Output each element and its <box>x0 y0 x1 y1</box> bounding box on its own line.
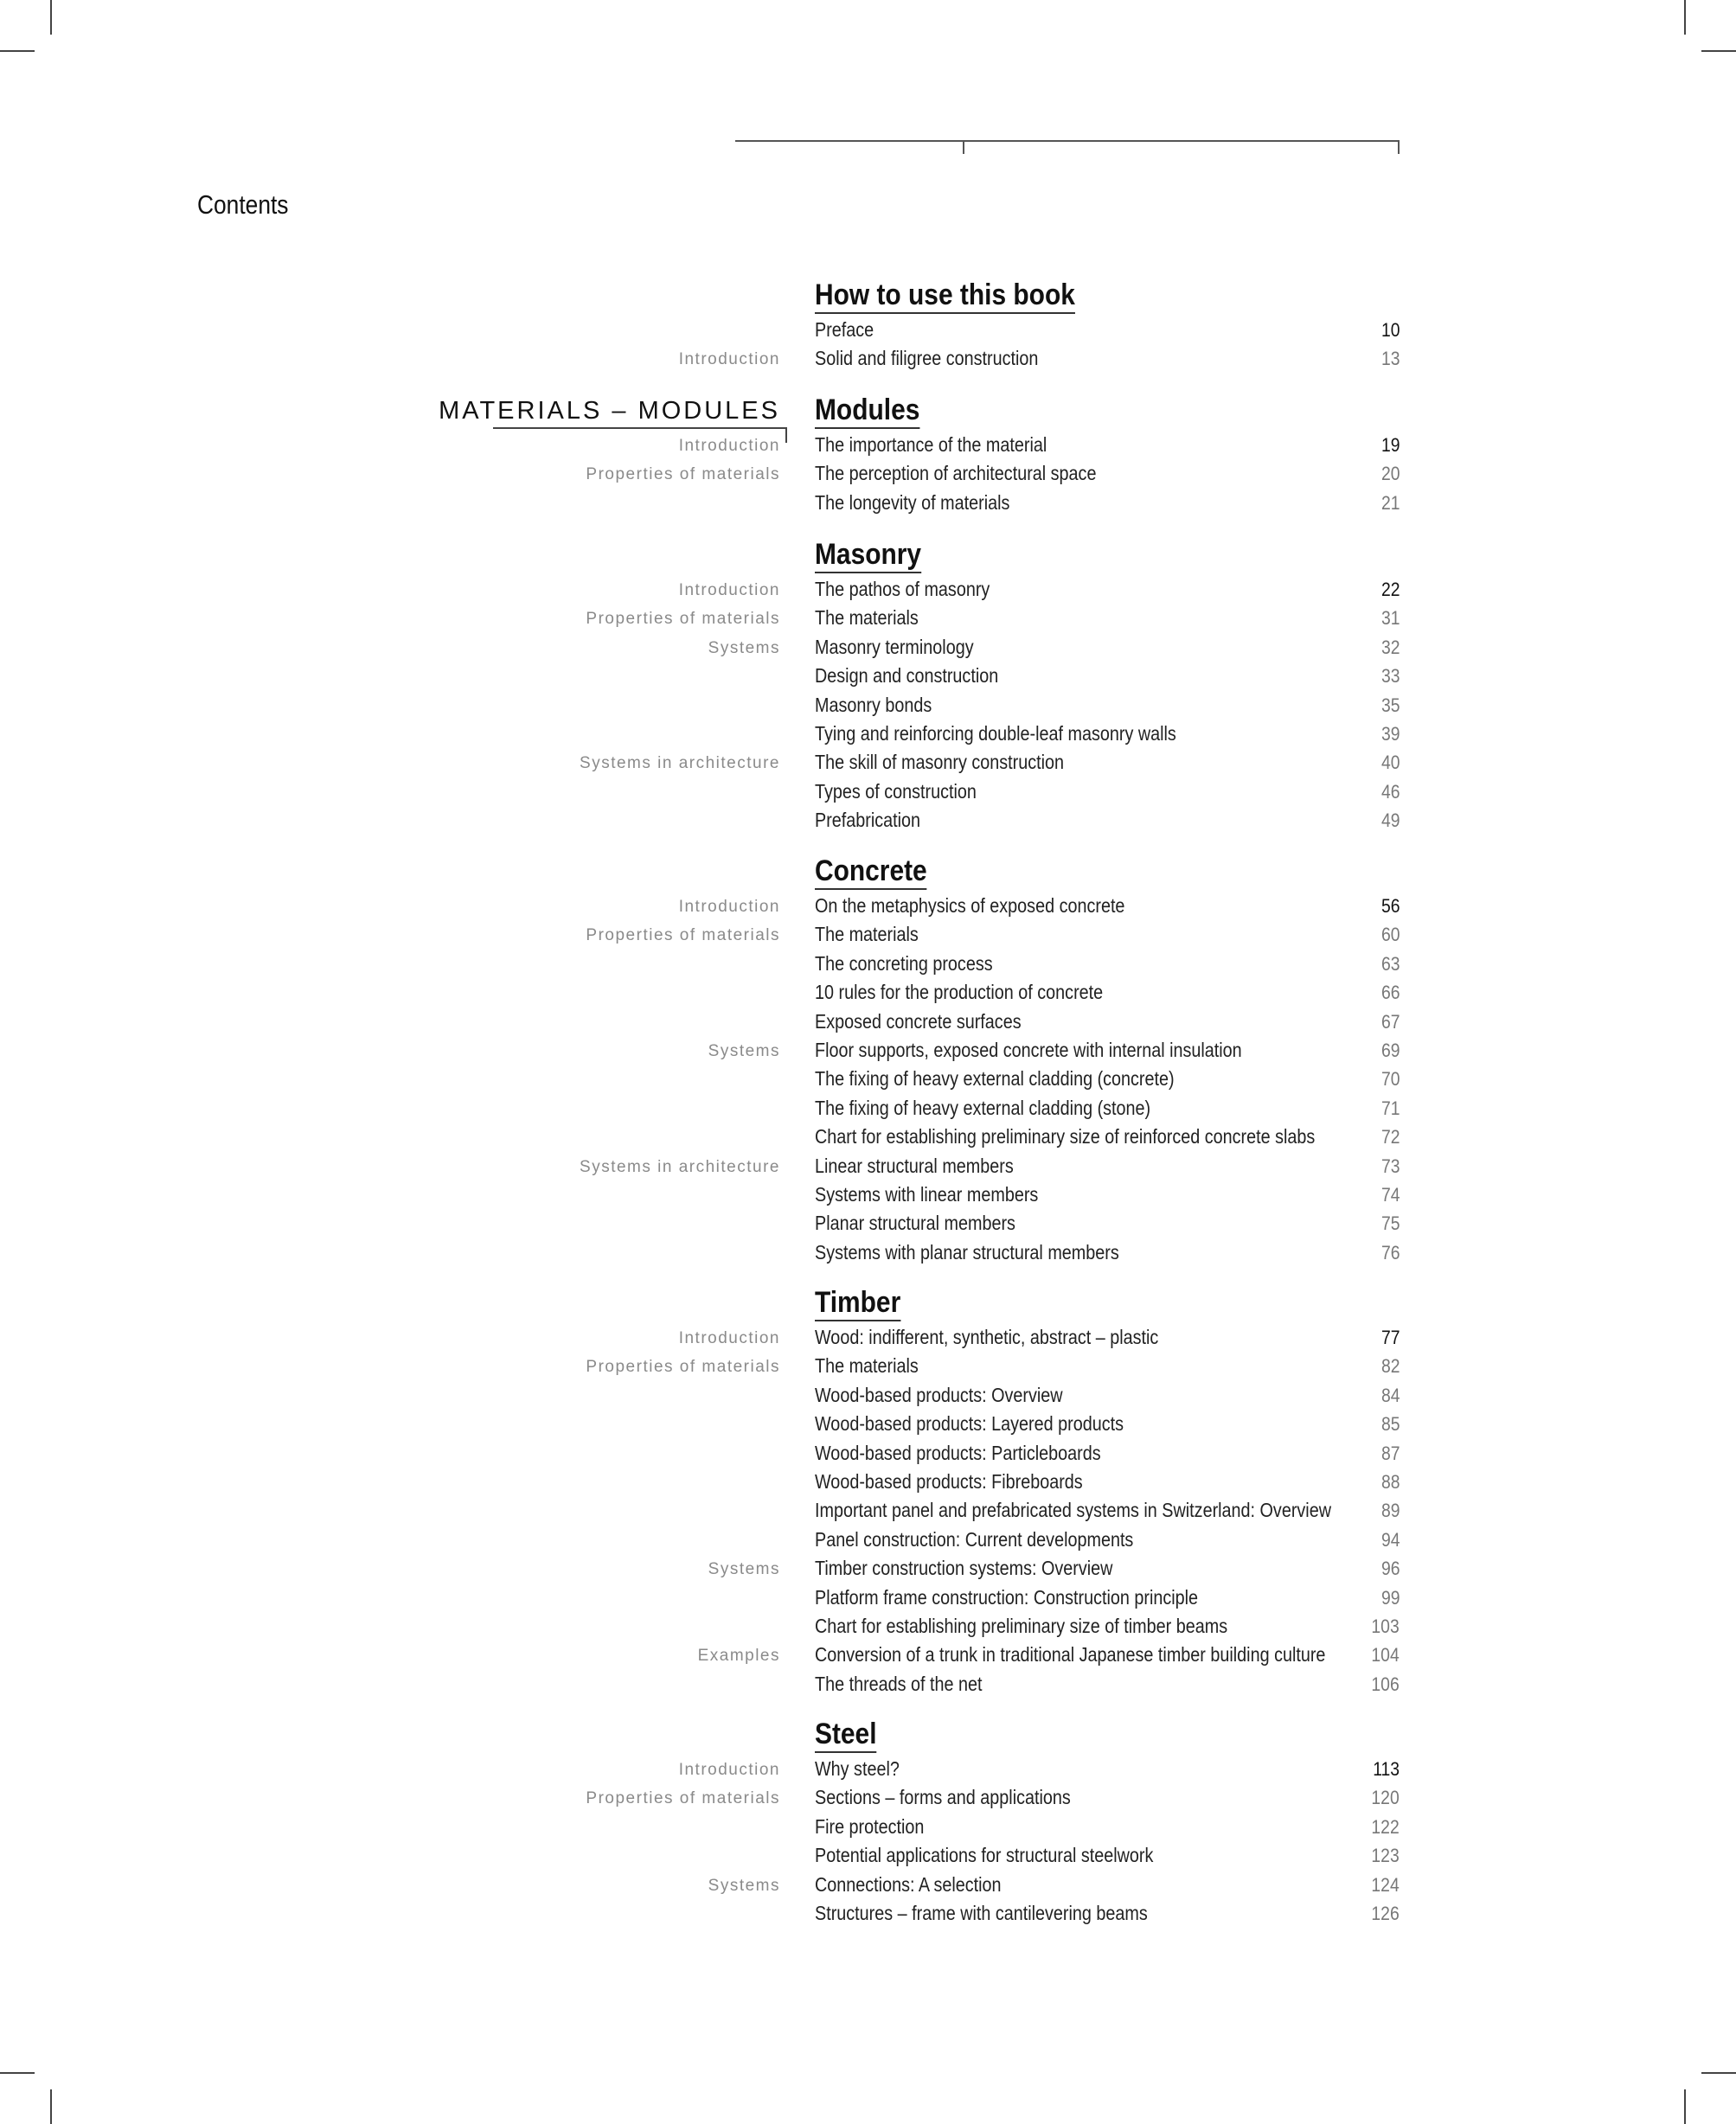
entry-category: Systems <box>708 1876 780 1895</box>
toc-entry[interactable] <box>0 575 1736 604</box>
entry-title: Connections: A selection <box>815 1872 1002 1896</box>
entry-page-number: 72 <box>1380 1126 1400 1148</box>
entry-category: Introduction <box>678 437 780 455</box>
entry-category: Properties of materials <box>586 1789 780 1808</box>
part-label: MATERIALS – MODULES <box>439 397 780 425</box>
toc-entry[interactable] <box>0 1813 1736 1841</box>
entry-category: Introduction <box>678 1329 780 1347</box>
entry-title: Floor supports, exposed concrete with internal insulation <box>815 1039 1242 1061</box>
toc-entry[interactable] <box>0 1036 1736 1065</box>
entry-category: Properties of materials <box>586 926 780 945</box>
entry-title: Wood-based products: Fibreboards <box>815 1470 1083 1493</box>
toc-entry[interactable] <box>0 1152 1736 1180</box>
entry-category: Systems <box>708 1042 780 1060</box>
entry-page-number: 33 <box>1380 665 1400 688</box>
toc-entry[interactable] <box>0 748 1736 777</box>
part-label-rule <box>493 427 787 429</box>
entry-page-number: 46 <box>1380 780 1400 803</box>
entry-page-number: 84 <box>1380 1384 1400 1406</box>
entry-page-number: 76 <box>1380 1241 1400 1264</box>
entry-page-number: 123 <box>1371 1845 1400 1867</box>
entry-title: Preface <box>815 318 874 341</box>
crop-mark <box>1701 2072 1736 2074</box>
entry-title: Wood-based products: Overview <box>815 1383 1063 1406</box>
section-heading: Steel <box>815 1718 877 1753</box>
entry-title: On the metaphysics of exposed concrete <box>815 894 1125 917</box>
toc-entry[interactable] <box>0 1238 1736 1267</box>
section-heading: Concrete <box>815 854 927 890</box>
header-rule <box>735 140 1400 142</box>
entry-page-number: 89 <box>1380 1500 1400 1522</box>
entry-category: Properties of materials <box>586 465 780 484</box>
entry-category: Systems <box>708 638 780 657</box>
entry-title: The materials <box>815 606 919 630</box>
toc-entry[interactable] <box>0 1094 1736 1123</box>
crop-mark <box>1684 0 1686 35</box>
toc-entry[interactable] <box>0 1526 1736 1554</box>
entry-category: Introduction <box>678 350 780 369</box>
entry-title: The skill of masonry construction <box>815 751 1065 774</box>
entry-page-number: 35 <box>1380 694 1400 716</box>
toc-entry[interactable] <box>0 1783 1736 1812</box>
crop-mark <box>50 0 52 35</box>
toc-entry[interactable] <box>0 316 1736 344</box>
entry-title: Planar structural members <box>815 1212 1015 1235</box>
entry-title: Masonry bonds <box>815 693 932 716</box>
entry-title: The fixing of heavy external cladding (concrete) <box>815 1067 1175 1091</box>
entry-page-number: 85 <box>1380 1413 1400 1436</box>
toc-entry[interactable] <box>0 431 1736 459</box>
entry-title: Tying and reinforcing double-leaf masonry walls <box>815 722 1176 745</box>
entry-title: The longevity of materials <box>815 490 1010 514</box>
toc-entry[interactable] <box>0 662 1736 690</box>
entry-page-number: 120 <box>1371 1787 1400 1809</box>
entry-title: Types of construction <box>815 779 977 803</box>
entry-page-number: 63 <box>1380 952 1400 975</box>
page-title: Contents <box>197 189 289 220</box>
entry-page-number: 103 <box>1371 1615 1400 1637</box>
header-rule-tick <box>1398 140 1400 154</box>
entry-page-number: 13 <box>1380 348 1400 370</box>
toc-entry[interactable] <box>0 1008 1736 1036</box>
section-heading: Timber <box>815 1286 900 1321</box>
toc-entry[interactable] <box>0 633 1736 662</box>
toc-entry[interactable] <box>0 1755 1736 1783</box>
entry-page-number: 49 <box>1380 809 1400 832</box>
entry-title: Systems with linear members <box>815 1183 1039 1206</box>
entry-page-number: 124 <box>1371 1873 1400 1896</box>
entry-title: Wood-based products: Particleboards <box>815 1441 1101 1464</box>
entry-page-number: 66 <box>1380 982 1400 1004</box>
toc-entry[interactable] <box>0 892 1736 920</box>
entry-page-number: 126 <box>1371 1903 1400 1924</box>
entry-page-number: 82 <box>1380 1355 1400 1378</box>
toc-entry[interactable] <box>0 489 1736 517</box>
entry-title: The threads of the net <box>815 1672 983 1695</box>
entry-page-number: 31 <box>1380 607 1400 630</box>
entry-title: The concreting process <box>815 951 993 975</box>
entry-title: 10 rules for the production of concrete <box>815 981 1104 1004</box>
entry-title: The pathos of masonry <box>815 578 990 600</box>
crop-mark <box>50 2089 52 2124</box>
toc-entry[interactable] <box>0 1670 1736 1699</box>
entry-title: Solid and filigree construction <box>815 347 1039 370</box>
toc-entry[interactable] <box>0 806 1736 835</box>
toc-entry[interactable] <box>0 720 1736 748</box>
section-heading: Masonry <box>815 538 921 573</box>
entry-page-number: 122 <box>1371 1815 1400 1838</box>
toc-entry[interactable] <box>0 1323 1736 1352</box>
crop-mark <box>1701 50 1736 52</box>
entry-title: Chart for establishing preliminary size of timber beams <box>815 1615 1228 1637</box>
toc-entry[interactable] <box>0 920 1736 949</box>
entry-page-number: 94 <box>1380 1528 1400 1551</box>
toc-entry[interactable] <box>0 1123 1736 1151</box>
entry-title: Wood: indifferent, synthetic, abstract – plastic <box>815 1326 1159 1348</box>
toc-entry[interactable] <box>0 1410 1736 1438</box>
entry-page-number: 70 <box>1380 1068 1400 1091</box>
entry-page-number: 106 <box>1371 1673 1400 1695</box>
entry-title: Timber construction systems: Overview <box>815 1557 1113 1580</box>
toc-entry[interactable] <box>0 1871 1736 1899</box>
entry-page-number: 39 <box>1380 723 1400 745</box>
toc-entry[interactable] <box>0 1841 1736 1870</box>
entry-page-number: 20 <box>1380 463 1400 485</box>
toc-entry[interactable] <box>0 1554 1736 1583</box>
entry-page-number: 75 <box>1380 1212 1400 1235</box>
entry-page-number: 40 <box>1380 752 1400 774</box>
entry-category: Introduction <box>678 1761 780 1779</box>
entry-page-number: 69 <box>1380 1040 1400 1061</box>
entry-category: Systems in architecture <box>580 1157 780 1176</box>
entry-page-number: 88 <box>1380 1471 1400 1493</box>
entry-title: Conversion of a trunk in traditional Japanese timber building culture <box>815 1643 1326 1667</box>
toc-entry[interactable] <box>0 1468 1736 1496</box>
entry-page-number: 87 <box>1380 1442 1400 1464</box>
entry-title: Platform frame construction: Construction principle <box>815 1585 1199 1609</box>
entry-title: Why steel? <box>815 1757 900 1780</box>
toc-entry[interactable] <box>0 1439 1736 1468</box>
entry-category: Examples <box>697 1647 780 1666</box>
entry-title: Potential applications for structural steelwork <box>815 1844 1154 1867</box>
entry-title: The fixing of heavy external cladding (stone) <box>815 1096 1151 1119</box>
entry-title: Structures – frame with cantilevering beams <box>815 1902 1148 1924</box>
entry-title: Chart for establishing preliminary size of reinforced concrete slabs <box>815 1125 1316 1148</box>
entry-title: Systems with planar structural members <box>815 1240 1119 1264</box>
toc-entry[interactable] <box>0 1352 1736 1380</box>
toc-entry[interactable] <box>0 1209 1736 1238</box>
entry-page-number: 73 <box>1380 1155 1400 1177</box>
entry-title: Fire protection <box>815 1814 925 1838</box>
entry-page-number: 104 <box>1371 1644 1400 1667</box>
entry-page-number: 99 <box>1380 1586 1400 1609</box>
toc-entry[interactable] <box>0 604 1736 632</box>
entry-page-number: 67 <box>1380 1010 1400 1033</box>
entry-title: Panel construction: Current developments <box>815 1527 1134 1551</box>
crop-mark <box>0 50 35 52</box>
entry-category: Properties of materials <box>586 1358 780 1377</box>
header-rule-tick <box>963 140 964 154</box>
entry-title: Design and construction <box>815 664 999 688</box>
entry-page-number: 71 <box>1380 1097 1400 1119</box>
toc-entry[interactable] <box>0 1583 1736 1612</box>
entry-title: The importance of the material <box>815 433 1047 456</box>
entry-title: The materials <box>815 923 919 946</box>
entry-title: Wood-based products: Layered products <box>815 1412 1124 1436</box>
entry-page-number: 10 <box>1380 319 1400 341</box>
toc-entry[interactable] <box>0 1381 1736 1410</box>
entry-title: Important panel and prefabricated systems in Switzerland: Overview <box>815 1499 1331 1522</box>
entry-category: Systems in architecture <box>580 754 780 773</box>
crop-mark <box>1684 2089 1686 2124</box>
entry-page-number: 56 <box>1380 895 1400 917</box>
entry-title: Masonry terminology <box>815 635 974 658</box>
entry-category: Properties of materials <box>586 610 780 629</box>
entry-page-number: 96 <box>1380 1558 1400 1580</box>
toc-entry[interactable] <box>0 1180 1736 1209</box>
section-heading: How to use this book <box>815 278 1075 314</box>
toc-entry[interactable] <box>0 777 1736 806</box>
entry-title: The materials <box>815 1354 919 1378</box>
entry-category: Introduction <box>678 581 780 599</box>
entry-page-number: 74 <box>1380 1184 1400 1206</box>
toc-entry[interactable] <box>0 1899 1736 1928</box>
toc-entry[interactable] <box>0 344 1736 373</box>
entry-title: Prefabrication <box>815 809 921 832</box>
entry-page-number: 19 <box>1380 434 1400 456</box>
entry-title: The perception of architectural space <box>815 462 1097 485</box>
entry-category: Systems <box>708 1560 780 1579</box>
toc-entry[interactable] <box>0 691 1736 720</box>
entry-title: Exposed concrete surfaces <box>815 1009 1022 1033</box>
entry-page-number: 60 <box>1380 924 1400 946</box>
entry-page-number: 113 <box>1373 1758 1400 1780</box>
toc-entry[interactable] <box>0 459 1736 488</box>
entry-page-number: 22 <box>1380 579 1400 600</box>
toc-entry[interactable] <box>0 950 1736 978</box>
entry-title: Sections – forms and applications <box>815 1786 1071 1809</box>
toc-entry[interactable] <box>0 1612 1736 1641</box>
toc-entry[interactable] <box>0 978 1736 1007</box>
entry-category: Introduction <box>678 898 780 916</box>
toc-entry[interactable] <box>0 1496 1736 1525</box>
crop-mark <box>0 2072 35 2074</box>
toc-entry[interactable] <box>0 1641 1736 1669</box>
section-heading: Modules <box>815 393 919 429</box>
toc-entry[interactable] <box>0 1065 1736 1093</box>
entry-page-number: 21 <box>1380 491 1400 514</box>
entry-page-number: 32 <box>1380 636 1400 658</box>
entry-title: Linear structural members <box>815 1154 1014 1177</box>
entry-page-number: 77 <box>1380 1327 1400 1348</box>
